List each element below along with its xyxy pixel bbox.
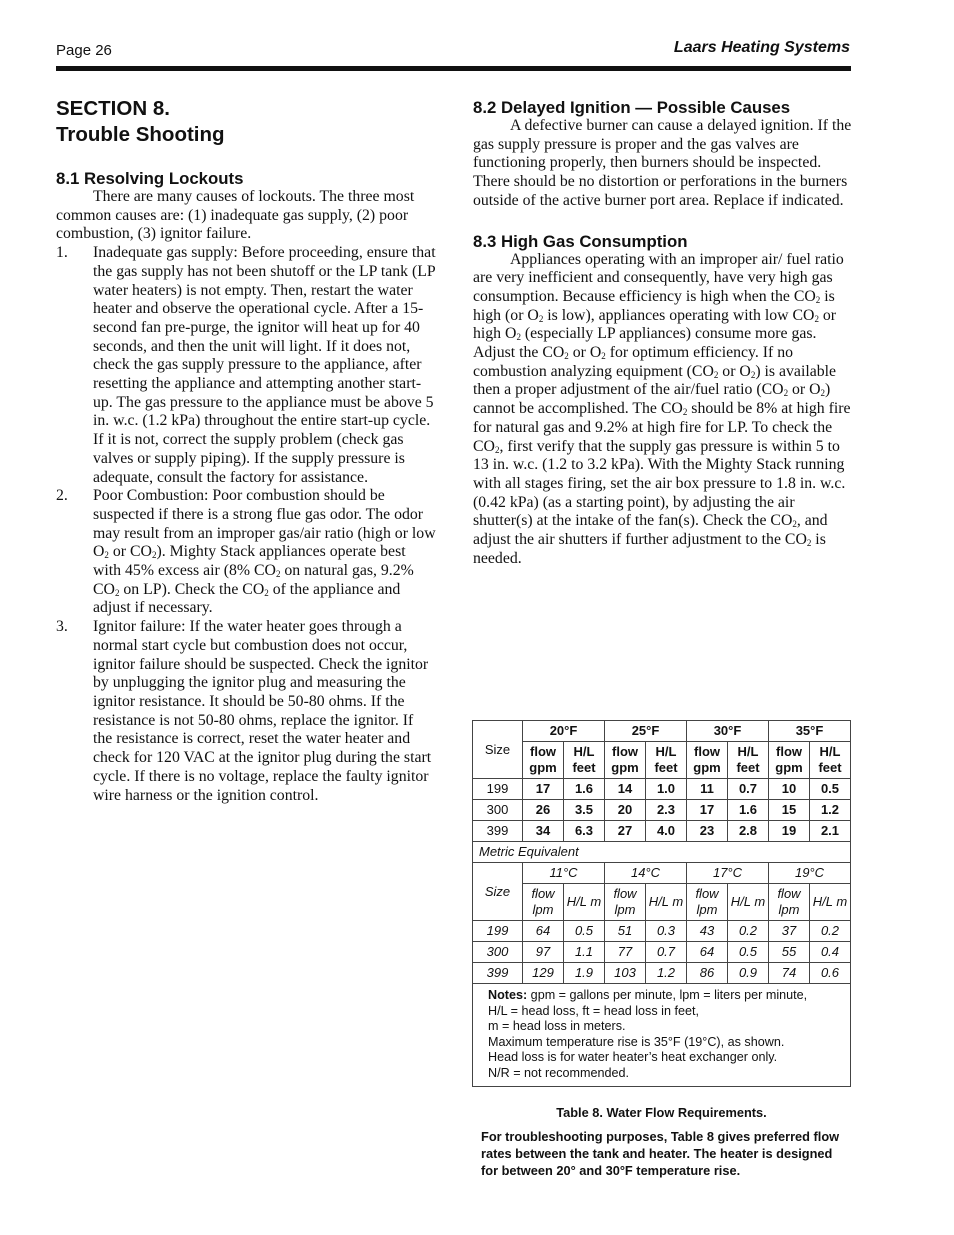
temp-header: 11°C xyxy=(523,863,605,884)
table-cell: 86 xyxy=(687,963,728,984)
temp-header: 20°F xyxy=(523,721,605,742)
list-number: 3. xyxy=(56,618,68,636)
list-item xyxy=(56,244,436,487)
lockouts-intro: There are many causes of lockouts. The three most common causes are: (1) inadequate gas supply, (2) poor combustion, (3) ignitor failure. xyxy=(56,188,415,243)
table-cell: 43 xyxy=(687,921,728,942)
column-header: flow lpm xyxy=(605,884,646,921)
table-cell: 1.2 xyxy=(646,963,687,984)
column-header: H/L feet xyxy=(564,742,605,779)
table-cell: 15 xyxy=(769,800,810,821)
table-row xyxy=(473,779,851,800)
table-cell: 0.9 xyxy=(728,963,769,984)
column-header: H/L feet xyxy=(810,742,851,779)
delayed-ignition-text: A defective burner can cause a delayed ignition. If the gas supply pressure is proper and the gas valves are functioning properly, then burners should be inspected. There should be no distortion or perforations in the burners outside of the active burner port area. Replace if indicated. xyxy=(473,117,852,209)
list-number: 2. xyxy=(56,487,68,505)
table-cell: 51 xyxy=(605,921,646,942)
table-row xyxy=(473,984,851,1087)
table-cell: 34 xyxy=(523,821,564,842)
temp-header: 19°C xyxy=(769,863,851,884)
table-cell: 97 xyxy=(523,942,564,963)
table-cell: 1.6 xyxy=(728,800,769,821)
table-cell: 1.1 xyxy=(564,942,605,963)
table-cell: 399 xyxy=(473,963,523,984)
right-column xyxy=(473,98,853,568)
table-row xyxy=(473,884,851,921)
table-cell: 0.7 xyxy=(646,942,687,963)
table-cell: 0.5 xyxy=(728,942,769,963)
water-flow-table xyxy=(472,720,851,1087)
table-cell: 1.0 xyxy=(646,779,687,800)
section-title: Trouble Shooting xyxy=(56,123,225,146)
size-header: Size xyxy=(473,721,523,779)
temp-header: 17°C xyxy=(687,863,769,884)
metric-equivalent-label: Metric Equivalent xyxy=(473,842,851,863)
table-cell: 2.8 xyxy=(728,821,769,842)
table-cell: 1.9 xyxy=(564,963,605,984)
column-header: flow lpm xyxy=(523,884,564,921)
notes-line: gpm = gallons per minute, lpm = liters per minute, xyxy=(527,988,808,1002)
notes-line: Head loss is for water heater’s heat exchanger only. xyxy=(488,1050,778,1065)
table-cell: 129 xyxy=(523,963,564,984)
table-cell: 103 xyxy=(605,963,646,984)
table-cell: 199 xyxy=(473,779,523,800)
table-cell: 17 xyxy=(523,779,564,800)
column-header: H/L m xyxy=(728,884,769,921)
table-row xyxy=(473,721,851,742)
table-cell: 64 xyxy=(523,921,564,942)
table-row xyxy=(473,742,851,779)
table-cell: 0.5 xyxy=(810,779,851,800)
table-cell: 0.4 xyxy=(810,942,851,963)
column-header: flow gpm xyxy=(687,742,728,779)
table-cell: 3.5 xyxy=(564,800,605,821)
item-ignitor: Ignitor failure: If the water heater goes through a normal start cycle but combustion does not occur, ignitor failure should be suspected. Check the ignitor by unplugging the ignitor plug and measuring the ignitor resistance. It should be 50-80 ohms. If the resistance is not 50-80 ohms, replace the ignitor. If the resistance is correct, reset the water heater and check for 120 VAC at the ignitor plug during the start cycle. If there is no voltage, replace the faulty ignitor wire harness or the ignition control. xyxy=(93,618,432,804)
item-combustion: Poor Combustion: Poor combustion should be suspected if there is a strong flue gas odor. The odor may result from an improper gas/air ratio (high or low $O_2$ or $CO_2$). Mighty Stack appliances operate best with 45% excess air (8% $CO_2$ on natural gas, 9.2% $CO_2$ on LP). Check the $CO_2$ of the appliance and adjust if necessary. xyxy=(93,487,436,617)
column-header: flow gpm xyxy=(605,742,646,779)
table-cell: 4.0 xyxy=(646,821,687,842)
table-cell: 20 xyxy=(605,800,646,821)
section-number: SECTION 8. xyxy=(56,97,170,120)
table-cell: 10 xyxy=(769,779,810,800)
notes-line: H/L = head loss, ft = head loss in feet, xyxy=(488,1003,699,1018)
gas-consumption-text: Appliances operating with an improper air/ fuel ratio are very inefficient and consequently, have very high gas consumption. Because efficiency is high when the $CO_2$ is high (or $O_2$ is low), appliances operating with low $CO_2$ or high $O_2$ (especially LP appliances) consume more gas. Adjust the $CO_2$ or $O_2$ for optimum efficiency. If no combustion analyzing equipment ($CO_2$ or $O_2$) is available then a proper adjustment of the air/fuel ratio ($CO_2$ or $O_2$) cannot be accomplished. The $CO_2$ should be 8% at high fire for natural gas and 9.2% at high fire for LP. To check the $CO_2$, first verify that the supply gas pressure is within 5 to 13 in. w.c. (1.2 to 3.2 kPa). With the Mighty Stack running with all stages firing, set the air box pressure to 1.8 in. w.c. (0.42 kPa) (as a starting point), by adjusting the air shutter(s) at the intake of the fan(s). Check the $CO_2$, and adjust the air shutters if further adjustment to the $CO_2$ is needed. xyxy=(473,250,851,567)
table-notes xyxy=(473,984,851,1087)
column-header: H/L feet xyxy=(646,742,687,779)
column-header: H/L m xyxy=(564,884,605,921)
table-cell: 1.6 xyxy=(564,779,605,800)
table-cell: 14 xyxy=(605,779,646,800)
table-cell: 0.2 xyxy=(810,921,851,942)
notes-label: Notes: xyxy=(488,988,528,1002)
table-cell: 2.1 xyxy=(810,821,851,842)
size-header: Size xyxy=(473,863,523,921)
list-number: 1. xyxy=(56,244,68,262)
table-cell: 0.3 xyxy=(646,921,687,942)
table-cell: 37 xyxy=(769,921,810,942)
table-cell: 64 xyxy=(687,942,728,963)
heading-8-1: 8.1 Resolving Lockouts xyxy=(56,169,244,188)
header-rule xyxy=(56,66,851,71)
table-cell: 23 xyxy=(687,821,728,842)
temp-header: 35°F xyxy=(769,721,851,742)
column-header: flow gpm xyxy=(769,742,810,779)
brand-name: Laars Heating Systems xyxy=(673,39,850,56)
table-cell: 300 xyxy=(473,800,523,821)
column-header: flow lpm xyxy=(687,884,728,921)
table-cell: 1.2 xyxy=(810,800,851,821)
column-header: H/L m xyxy=(810,884,851,921)
heading-8-3: 8.3 High Gas Consumption xyxy=(473,231,688,251)
temp-header: 25°F xyxy=(605,721,687,742)
list-item xyxy=(56,618,436,805)
table-row xyxy=(473,942,851,963)
temp-header: 30°F xyxy=(687,721,769,742)
notes-line: N/R = not recommended. xyxy=(488,1065,630,1080)
column-header: flow gpm xyxy=(523,742,564,779)
table-cell: 0.6 xyxy=(810,963,851,984)
table-footnote: For troubleshooting purposes, Table 8 gives preferred flow rates between the tank and heater. The heater is designed for between 20° and 30°F temperature rise. xyxy=(481,1129,840,1178)
table-cell: 399 xyxy=(473,821,523,842)
left-column xyxy=(56,96,436,805)
table-cell: 2.3 xyxy=(646,800,687,821)
table-cell: 17 xyxy=(687,800,728,821)
column-header: flow lpm xyxy=(769,884,810,921)
notes-line: m = head loss in meters. xyxy=(488,1019,626,1034)
table-cell: 6.3 xyxy=(564,821,605,842)
column-header: H/L feet xyxy=(728,742,769,779)
table-cell: 300 xyxy=(473,942,523,963)
table-cell: 26 xyxy=(523,800,564,821)
list-item xyxy=(56,487,436,618)
table-row xyxy=(473,963,851,984)
table-cell: 0.2 xyxy=(728,921,769,942)
notes-line: Maximum temperature rise is 35°F (19°C), as shown. xyxy=(488,1034,785,1049)
table-cell: 199 xyxy=(473,921,523,942)
heading-8-2: 8.2 Delayed Ignition — Possible Causes xyxy=(473,98,791,117)
table-caption: Table 8. Water Flow Requirements. xyxy=(556,1105,767,1120)
table-cell: 55 xyxy=(769,942,810,963)
temp-header: 14°C xyxy=(605,863,687,884)
table-cell: 0.5 xyxy=(564,921,605,942)
table-cell: 19 xyxy=(769,821,810,842)
page-number: Page 26 xyxy=(56,42,112,59)
column-header: H/L m xyxy=(646,884,687,921)
table-row xyxy=(473,863,851,884)
table-row xyxy=(473,800,851,821)
table-row xyxy=(473,921,851,942)
table-cell: 0.7 xyxy=(728,779,769,800)
table-cell: 27 xyxy=(605,821,646,842)
table-row xyxy=(473,821,851,842)
table-row xyxy=(473,842,851,863)
table-cell: 77 xyxy=(605,942,646,963)
table-cell: 11 xyxy=(687,779,728,800)
item-gas-supply: Inadequate gas supply: Before proceeding, ensure that the gas supply has not been shutoff or the LP tank (LP water heaters) is not empty. Then, restart the water heater and observe the operational cycle. After a 15-second fan pre-purge, the ignitor will heat up for 40 seconds, and then the unit will light. If it does not, check the gas supply pressure to the appliance, after resetting the appliance and attempting another start-up. The gas pressure to the appliance must be above 5 in. w.c. (1.2 kPa) throughout the entire start-up cycle. If it is not, correct the supply problem (check gas valves or supply piping). If the supply pressure is adequate, consult the factory for assistance. xyxy=(93,244,436,486)
table-cell: 74 xyxy=(769,963,810,984)
